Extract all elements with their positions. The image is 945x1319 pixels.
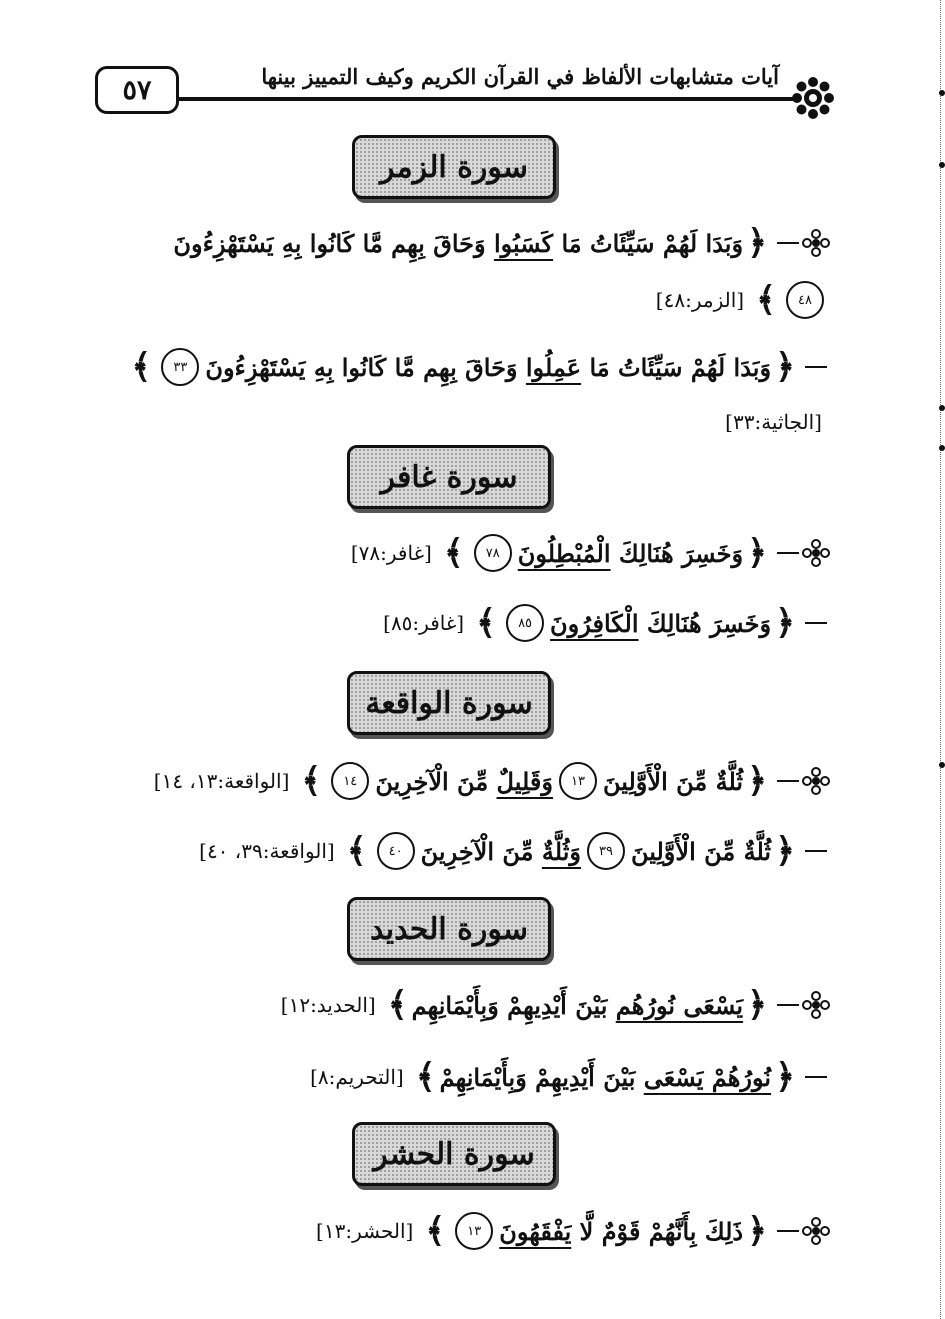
highlighted-word: وَقَلِيلٌ: [496, 766, 553, 796]
close-bracket-icon: ﴾: [756, 280, 776, 320]
surah-title-box: [347, 897, 551, 961]
ayah-text: ثُلَّةٌ مِّنَ الْأَوَّلِينَ: [630, 836, 772, 866]
verse-reference: [الجاثية:٣٣]: [725, 410, 822, 434]
close-bracket-icon: ﴾: [301, 761, 322, 801]
surah-title-box: [347, 445, 551, 509]
open-bracket-icon: ﴿: [747, 985, 767, 1025]
close-bracket-icon: ﴾: [425, 1211, 446, 1251]
close-bracket-icon: ﴾: [346, 831, 367, 871]
flower-bullet-icon: [802, 1217, 830, 1245]
verse-reference: [الواقعة:٣٩، ٤٠]: [199, 839, 335, 863]
verse-line: [90, 980, 830, 1030]
highlighted-word: يَسْعَى نُورُهُم: [615, 990, 744, 1020]
dash: [805, 850, 827, 852]
highlighted-word: عَمِلُوا: [525, 352, 582, 382]
verse-line: [90, 1206, 830, 1256]
ayah-number-marker: ٣٣: [161, 348, 199, 386]
verse-line: [90, 342, 830, 392]
verse-line-continuation: [90, 402, 830, 442]
margin-dot: [939, 162, 945, 168]
ayah-number-marker: ١٣: [559, 762, 597, 800]
verse-reference: [الزمر:٤٨]: [655, 288, 745, 312]
dash: [777, 552, 799, 554]
ayah-text: وَخَسِرَ هُنَالِكَ الْكَافِرُونَ: [550, 608, 772, 638]
flower-bullet-icon: [802, 767, 830, 795]
verse-line: [90, 756, 830, 806]
verse-reference: [غافر:٧٨]: [350, 541, 432, 565]
highlighted-word: يَفْقَهُونَ: [499, 1216, 572, 1246]
ayah-text: وَبَدَا لَهُمْ سَيِّئَاتُ مَا كَسَبُوا وَحَاقَ بِهِم مَّا كَانُوا بِهِ يَسْتَهْزِءُونَ: [173, 228, 744, 258]
dash: [777, 1004, 799, 1006]
verse-reference: [التحريم:٨]: [310, 1065, 404, 1089]
verse-reference: [الواقعة:١٣، ١٤]: [153, 769, 290, 793]
close-bracket-icon: ﴾: [131, 347, 152, 387]
dash: [777, 242, 799, 244]
surah-title: سورة الزمر: [380, 149, 528, 185]
open-bracket-icon: ﴿: [747, 533, 767, 573]
dash: [805, 622, 827, 624]
highlighted-word: كَسَبُوا: [493, 228, 554, 258]
ayah-number-marker: ١٤: [331, 762, 369, 800]
dash: [777, 780, 799, 782]
dash: [805, 366, 827, 368]
verse-reference: [غافر:٨٥]: [383, 611, 465, 635]
open-bracket-icon: ﴿: [775, 1057, 795, 1097]
verse-line: [90, 1052, 830, 1102]
surah-title-box: [352, 1122, 556, 1186]
verse-reference: [الحديد:١٢]: [280, 993, 376, 1017]
ayah-number-marker: ٤٨: [786, 281, 824, 319]
open-bracket-icon: ﴿: [775, 831, 795, 871]
verse-line: [90, 528, 830, 578]
surah-title-box: [347, 671, 551, 735]
dash: [777, 1230, 799, 1232]
ayah-number-marker: ١٣: [455, 1212, 493, 1250]
ayah-text: ذَلِكَ بِأَنَّهُمْ قَوْمٌ لَّا يَفْقَهُونَ: [499, 1216, 744, 1246]
verse-line: [90, 826, 830, 876]
verse-line: [90, 218, 830, 268]
open-bracket-icon: ﴿: [747, 1211, 767, 1251]
close-bracket-icon: ﴾: [443, 533, 464, 573]
ayah-text: وَثُلَّةٌ مِّنَ الْآخِرِينَ: [420, 836, 581, 866]
flower-bullet-icon: [802, 229, 830, 257]
ayah-text: وَقَلِيلٌ مِّنَ الْآخِرِينَ: [375, 766, 553, 796]
dash: [805, 1076, 827, 1078]
ayah-number-marker: ٤٠: [377, 832, 415, 870]
ayah-number-marker: ٨٥: [506, 604, 544, 642]
surah-title: سورة الحشر: [373, 1136, 535, 1172]
ayah-text: ثُلَّةٌ مِّنَ الْأَوَّلِينَ: [602, 766, 744, 796]
flower-ornament-icon: [791, 76, 835, 120]
ayah-number-marker: ٣٩: [587, 832, 625, 870]
open-bracket-icon: ﴿: [775, 603, 795, 643]
ayah-text: وَبَدَا لَهُمْ سَيِّئَاتُ مَا عَمِلُوا وَحَاقَ بِهِم مَّا كَانُوا بِهِ يَسْتَهْزِءُونَ: [205, 352, 772, 382]
flower-bullet-icon: [802, 539, 830, 567]
open-bracket-icon: ﴿: [747, 223, 767, 263]
page-edge: [940, 0, 941, 1319]
ayah-text: يَسْعَى نُورُهُم بَيْنَ أَيْدِيهِمْ وَبِأَيْمَانِهِم: [411, 990, 744, 1020]
page-number: ٥٧: [95, 66, 179, 114]
margin-dot: [939, 445, 945, 451]
margin-dot: [939, 90, 945, 96]
ayah-text: وَخَسِرَ هُنَالِكَ الْمُبْطِلُونَ: [517, 538, 744, 568]
highlighted-word: الْمُبْطِلُونَ: [517, 538, 611, 568]
highlighted-word: نُورُهُمْ يَسْعَى: [643, 1062, 772, 1092]
open-bracket-icon: ﴿: [775, 347, 795, 387]
close-bracket-icon: ﴾: [476, 603, 497, 643]
open-bracket-icon: ﴿: [747, 761, 767, 801]
running-title: آيات متشابهات الألفاظ في القرآن الكريم وكيف التمييز بينها: [261, 64, 779, 89]
verse-line-continuation: [90, 280, 830, 320]
surah-title: سورة الواقعة: [365, 685, 533, 721]
page-header: [95, 62, 835, 122]
ayah-text: نُورُهُمْ يَسْعَى بَيْنَ أَيْدِيهِمْ وَبِأَيْمَانِهِمْ: [439, 1062, 772, 1092]
verse-line: [90, 598, 830, 648]
close-bracket-icon: ﴾: [387, 985, 408, 1025]
header-rule: [179, 97, 799, 101]
highlighted-word: وَثُلَّةٌ: [541, 836, 581, 866]
surah-title: سورة غافر: [380, 459, 518, 495]
surah-title-box: [352, 135, 556, 199]
verse-reference: [الحشر:١٣]: [316, 1219, 414, 1243]
close-bracket-icon: ﴾: [415, 1057, 436, 1097]
surah-title: سورة الحديد: [370, 911, 528, 947]
margin-dot: [939, 762, 945, 768]
margin-dot: [939, 405, 945, 411]
flower-bullet-icon: [802, 991, 830, 1019]
ayah-number-marker: ٧٨: [474, 534, 512, 572]
highlighted-word: الْكَافِرُونَ: [550, 608, 639, 638]
